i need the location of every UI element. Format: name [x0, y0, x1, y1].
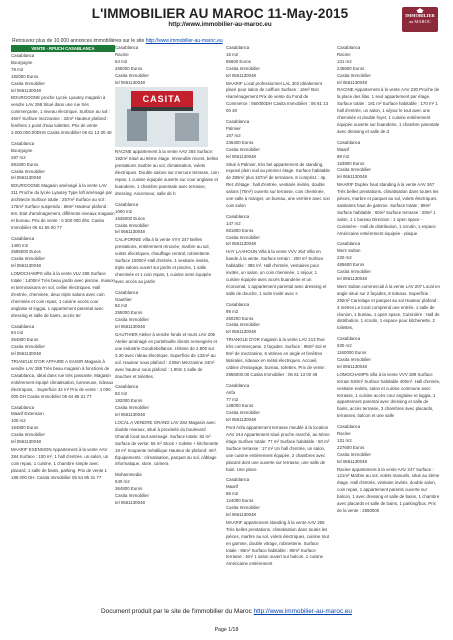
listing-field: 100 m2	[11, 418, 26, 424]
listing-column	[11, 45, 115, 485]
listing-field: Maarif Extension	[11, 411, 44, 417]
listing-field: Casablanca	[226, 213, 250, 219]
listing-field: Casablanca	[337, 424, 361, 430]
listing-field: Casablanca	[226, 477, 250, 483]
listing-field: 581800 Euros	[226, 227, 254, 233]
listing-field: 84 m2	[11, 330, 24, 336]
listing-field: tel 0661130048	[11, 87, 41, 93]
logo-text-top: IMMOBILIER	[405, 13, 435, 18]
listing-field: 1160000 Euros	[337, 350, 367, 356]
listing-field: 581800 Euros	[11, 161, 39, 167]
listing-field: 182000 Euros	[115, 398, 143, 404]
listing-field: tel 0661130048	[11, 175, 41, 181]
listing-field: 88 m2	[337, 153, 350, 159]
listing-description: Situé à Palmier, très bel appartement de standing, exposé plein sud au premier étage. Surface habitable de 285m² plus 167m² de terrasses. 8 compris1 : 4p. Rez d'étage : hall d'entrée, vestiaire invités, double salons (70m²) ouverts sur terrasse, coin cheminée, une salle à manger, un bureau, une verrière avec son coin salon	[226, 161, 330, 208]
listing-field: Gauthier	[115, 296, 132, 302]
listing-field: Casablanca	[11, 404, 35, 410]
listing-field: tel 0661130048	[337, 174, 367, 180]
listing-field: Casita Immobilier	[11, 344, 45, 350]
listing[interactable]	[226, 477, 330, 568]
listing-field: tel 0661130048	[226, 72, 256, 78]
listing-field: tel 0661130048	[337, 79, 367, 85]
listing-field: Casita Immobilier	[11, 256, 45, 262]
listing-field: Casita Immobilier	[226, 505, 260, 511]
listing-field: 82 m2	[115, 391, 128, 397]
listing-field: 77 m2	[226, 396, 239, 402]
listing-field: 1000 m2	[115, 208, 133, 214]
page-title: L'IMMOBILIER AU MAROC 11-May-2015	[91, 6, 349, 21]
listing-description: Racine appartement à la vente AAV 247 Surface : 121m² Marbre au sol, volets manuels, situé au 4ème étage. Hall d'entrée, vestiaire invités, double salon, coin repas, 1 appartement parents ouverte sur balcon, 1 avec dressing et salle de bains, 1 chambre avec placards et salle de bains, 1 parking/box. Prix de la vente : 2550000	[337, 466, 440, 513]
listing-field: tel 0661130048	[337, 363, 367, 369]
listing-description: MAARIF appartement standing à la vente AAV 265 Très belles prestations, climatisation dans toutes les pièces, marbre au sol, volets électriques, cuisine tout en gamme, double vitrage, robinetterie. Surface totale : 86m² Surface habitable : 80m² Surface terrasse : 6m² 1 salon ouvert sur balcon, 1 cuisine Américaine entièrement	[226, 519, 329, 567]
listing-field: 364800 Euros	[11, 337, 39, 343]
listing-field: 163800 Euros	[337, 160, 365, 166]
listing-field: Casita Immobilier	[226, 322, 260, 328]
listing-field: Casablanca	[11, 235, 35, 241]
listing-field: 630 m2	[337, 343, 352, 349]
listing-field: Casita Immobilier	[226, 146, 260, 152]
listing[interactable]	[11, 405, 115, 482]
listing-field: Racine	[115, 51, 129, 57]
listing-field: Casablanca	[337, 45, 361, 50]
listing-column	[115, 45, 219, 511]
listing-field: 287 m2	[11, 154, 26, 160]
listing-field: 182000 Euros	[11, 73, 39, 79]
listing-field: Maarif	[226, 484, 239, 490]
listing-field: Casablanca	[11, 140, 35, 146]
listing[interactable]	[115, 202, 219, 286]
listing-field: Casablanca	[337, 241, 361, 247]
listing-field: Casita Immobilier	[226, 234, 260, 240]
listing-field: tel 0661130048	[226, 512, 256, 517]
listing-field: tel 0661130048	[337, 458, 367, 464]
listing-field: tel 0661130048	[11, 439, 41, 445]
listing-field: Racine	[337, 51, 351, 57]
listing-field: 364800 Euros	[115, 486, 143, 492]
site-logo[interactable]	[402, 7, 438, 32]
listing-field: tel 0661130048	[11, 351, 41, 357]
listing-field: tel 0661130048	[337, 276, 367, 281]
listing-field: 86600 Euros	[226, 58, 251, 64]
footer-link[interactable]: http://www.immobilier-au-maroc.eu	[253, 608, 352, 615]
listing-field: 540 m2	[115, 479, 130, 485]
listing-field: Casablanca	[337, 139, 361, 145]
listing[interactable]	[115, 384, 219, 468]
listing[interactable]	[226, 383, 330, 474]
intro-line	[12, 38, 442, 44]
listing[interactable]	[337, 241, 441, 332]
listing-field: Casita Immobilier	[11, 432, 45, 438]
listing-field: Casita Immobilier	[115, 317, 149, 323]
listing-field: tel 0661130048	[226, 329, 256, 335]
listing-description: LOCAL A VENDRE GRAND LAV 284 Magasin avec double niveaux, situé à proximité du boulevard Ghandi local tout aménagé. Surface totale: 82 m² Surface de vente: 55 m² Stock + toilette + kitchenette 18 m² Soupente métallique Hauteur de plafond: 4m². Équipements : climatisation, parquet au sol, câblage informatique, store, camera	[115, 419, 219, 467]
listing[interactable]	[11, 141, 115, 232]
listing-field: Mers Sultan	[337, 248, 361, 254]
listing-description: BOURGOGNE Magasin aménagé à la vente LAV 211 Proche du lycée Lyautey Type loft aménagé par architecte Surface totale : 257m² Surface au sol : 175m² Surface suspendu : 68m² Hauteur plafond : 6m. Etat d'aménagement, différents niveaux magasin et bureau. Prix de vente : 6 500 000 dhs. Casita Immobilier 06 61 65 00 77	[11, 183, 115, 230]
listing-field: 1400 m2	[11, 242, 29, 248]
listing[interactable]	[226, 119, 330, 210]
listing-description: HAY LAAHOUN Villa à la vente VVV 264 Villa en bande à la vente. Surface terrain : 200 m² Surface habitable : 385 m². Hall d'entrée, vestiaires pour invités, un salon, un coin cheminée, 1 séjour, 1 cuisine équipée avec accès buanderie et un économat, 1 appartement parental avec dressing et salle de douche, 1 suite invité avec s	[226, 249, 327, 296]
listing-description: MAARIF EXENSION Appartement à la vente AAV 284 Surface : 100 m², 1 hall d'entrée, un salon, un coin repas, 1 cuisine, 1 chambre simple avec placard, 1 salle de bains, parking. Prix de vente 1 185 000 DH. Casita Immobilier 06 64 85 31 77	[11, 446, 109, 480]
listing[interactable]	[115, 290, 219, 381]
listing[interactable]	[115, 45, 219, 198]
listing[interactable]	[226, 302, 330, 379]
listing[interactable]	[337, 336, 441, 420]
listing-field: tel 0661130048	[226, 417, 256, 423]
listing-field: 260200 Euros	[226, 315, 254, 321]
listing-field: tel 0661130048	[226, 153, 256, 159]
listing-description: TRIANGLE D'OR AFFAIRE A SAISIR Magasin à vendre LAV 288 Très beau magasin à fonctions de Casablanca, idéal dans rue très passante. Magasin entièrement équipé climatisation, lumineuse, rideaux électriques, . Superficie 34 m² Prix de vente : 4 000 000 DH Casita Immobilier 06 64 85 31 77	[11, 359, 114, 399]
listing-field: 131 m2	[337, 437, 352, 443]
listing-field: tel 0661130048	[226, 241, 256, 247]
listing-field: 245600 Euros	[337, 65, 365, 71]
listing-field: 255000 Euros	[115, 310, 143, 316]
listing-field: 128000 Euros	[226, 403, 254, 409]
listing[interactable]	[226, 214, 330, 298]
listing-field: 2695000 Euros	[11, 249, 41, 255]
listing-field: 86 m2	[226, 491, 239, 497]
listing-field: Casita Immobilier	[226, 410, 260, 416]
listing-field: Mohammedia	[115, 472, 142, 478]
listing-field: Casablanca	[115, 384, 139, 390]
listing-description: MAARIF Duplex haut standing à la vente AAV 267 Très belles prestations, climatisation dans toutes les pièces, marbre et parquet au sol, volets électriques, sanitaires haut de gamme. Surface totale : 88m² Surface habitable : 60m² Surface terrasse : 28m² 1 salon, 1 1 bureau Direction : 1 open space - Cuisinière - Hall de distribution, 1 scrutin, 1 espace Américaine entièrement équipée - plaque	[337, 182, 439, 236]
listing[interactable]	[337, 140, 441, 238]
listing-field: 16 m2	[226, 51, 239, 57]
listing-field: 78 m2	[11, 66, 24, 72]
listing[interactable]	[226, 45, 330, 115]
listing-field: tel 0661130048	[11, 263, 41, 269]
header-url[interactable]: http://www.immobilier-au-maroc.eu	[168, 21, 272, 28]
listing-field: Casita Immobilier	[337, 72, 371, 78]
page-number: Page 1/18	[214, 627, 239, 633]
listing-field: Casita Immobilier	[115, 405, 149, 411]
listing[interactable]	[11, 236, 115, 320]
listing-field: 164800 Euros	[11, 425, 39, 431]
listing-description: RACINE Appartement à la vente AAV 230 Proche de la place des lilas. 1 seul appartement par étage. Surface totale : 181 m² Surface habitable : 170 m² 1 hall d'entrée, un salon, 1 séjour le tout avec une cheminée et double foyer, 1 cuisine entièrement équipée ouverte sur buanderie, 1 chambre parentale avec dressing et salle de d	[337, 87, 440, 134]
logo-text-bottom: au MAROC	[409, 19, 431, 24]
listing-field: 82 m2	[115, 303, 128, 309]
listing-field: Casablanca	[11, 323, 35, 329]
listing-column	[226, 45, 330, 572]
listing-field: Casita Immobilier	[337, 356, 371, 362]
listing-field: 147 m2	[226, 220, 241, 226]
listing-description: LOMOCHAMPS villa à la vente VLV 288 Surface totale : 1400m² Très beau jardin avec piscine, maison et terminaisons en sol, cellier électriques. Hall d'entrée, cheminée, deux triple salons avec coin cheminée et coin repas, 1 cuisine accès cour anglaise et loggia, 1 appartement parental avec dressing et salle de bains, accès ter	[11, 271, 115, 318]
listing-field: 227600 Euros	[337, 444, 365, 450]
listing-field: Palmier	[226, 125, 241, 131]
listing-field: tel 0661130048	[115, 324, 145, 330]
listing-field: 265000 Euros	[115, 65, 143, 71]
listing-column	[337, 45, 441, 519]
listing-field: Casita Immobilier	[337, 167, 371, 173]
listing-field: Casita Immobilier	[11, 168, 45, 174]
listing-field: Casita Immobilier	[11, 80, 45, 86]
intro-link[interactable]: http://www.immobilier-au-maroc.eu	[145, 38, 223, 44]
listing-field: Casablanca	[337, 336, 361, 342]
listing-field: Casablanca	[226, 382, 250, 388]
listing-field: Casablanca	[226, 119, 250, 125]
listing-description: CALIFORNIE villa à la vente VVV 247 Belles prestations, entièrement rénovée, marbre au sol, volets électriques, chauffage central, robinetterie. Surface 1000m² Hall d'entrée, 1 vestiaire invités, triple salons ouvert sur jardin et piscine, 1 salle cheminée et 1 coin repas, 1 cuisine semi équipée avec accès au jardin	[115, 237, 212, 284]
listing-photo	[115, 87, 208, 147]
page-header	[0, 0, 453, 34]
listing-field: Casablanca	[226, 301, 250, 307]
listing-field: Casablanca	[226, 45, 250, 50]
footer-text: Document produit par le site de l'immobilier du Maroc	[101, 608, 252, 615]
listing[interactable]	[11, 53, 115, 137]
listing-field: 1636000 Euros	[115, 215, 145, 221]
listing-description: TRIANGLE D'OR magasin à la vente LAV 213 Rue très commerçante, 2 façades. Surface : 98m² Sol et 9m² de mezzanine, 6 vitrines en angle et fenêtres latérales, rideaux en métal électriques. Accueil, cabine d'essayage, bureau, toilettes. Prix de vente : 2956000.00 Casita Immobilier : 06 61 13 00 48	[226, 337, 327, 377]
agency-sign: CASITA	[131, 91, 193, 107]
listing-field: Casablanca	[115, 289, 139, 295]
listing-field: Casita Immobilier	[226, 65, 260, 71]
listing-field: 236400 Euros	[226, 139, 254, 145]
listing-field: 220 m2	[337, 255, 352, 261]
listing-field: 485600 Euros	[337, 262, 365, 268]
listing-field: 124000 Euros	[226, 498, 254, 504]
listing-field: Casablanca	[115, 201, 139, 207]
listing-field: Casita Immobilier	[115, 493, 149, 499]
listing-field: Casita Immobilier	[115, 222, 149, 228]
listing-field: Anfa	[226, 389, 236, 395]
listing-field: Casita Immobilier	[115, 72, 149, 78]
listing[interactable]	[11, 324, 115, 401]
page-footer	[0, 608, 453, 615]
intro-text: Retrouvez plus de 10.000 annonces immobilières sur le site	[12, 38, 145, 44]
listing[interactable]	[337, 45, 441, 136]
listing-field: Maarif	[337, 146, 350, 152]
listing-description: GAUTHIER Atelier à vendre fonds et murs LAV 206 Atelier aménagé en portefeuille clients renseignés et une industrie Goodrebellance. Hôtime de 2.800 sur 3.30 avec rideau électrique. Superficie de 132m² au sol. Hauteur sous plafond : 3.85m Mezzanine 24m² avec hauteur sous plafond : 1.90m 1 salle de douches et toilettes.	[115, 332, 218, 379]
listing-field: Bourgogne	[11, 59, 33, 65]
listing-field: Casita Immobilier	[337, 269, 371, 275]
section-label: VENTE - RPUCH CASABLANCA	[11, 45, 115, 52]
listing-field: Bourgogne	[11, 147, 33, 153]
listing-field: 167 m2	[226, 132, 241, 138]
listing-field: tel 0661130048	[115, 229, 145, 235]
listing[interactable]	[115, 472, 219, 507]
listing-field: tel 0661130048	[115, 79, 145, 85]
listing-description: BOURGOGNE proche Lycée Lyautey magasin à vendre LAV 298 Situé dans une rue très commerçante, 1 niveau électrique. Surface au sol : 46m² Surface mezzanine : 32m² Hauteur plafond : fenêtres 1 point d'eau toilettes. Prix de vente 2.000.000.00DHS Casita Immobilier 06 61 13 00 48	[11, 95, 112, 135]
listing-field: Racine	[337, 431, 351, 437]
listing-field: tel 0661130048	[115, 499, 145, 505]
listing-field: 98 m2	[226, 308, 239, 314]
listing-field: 131 m2	[337, 58, 352, 64]
listing-description: LOMOCHAMPS villa à la vente VVV 289 Surface terrain 630m² Surface habitable 400m². Hall d'entrée, vestiaire invités, salon et cuisine commune avec terrasse, 1 cuisine accès cour anglaise et loggia, 1 appartement parental avec dressing et salle de bains, accès terrasse, 3 chambres avec placards, terrasses, balcon et une salle	[337, 371, 441, 419]
listing-description: Mers Sultan commercial à la vente LAV 207 Local en angle situé sur 2 façades, 8 rideaux. Superficie : 292m² Carrelage et parquet au sol Hauteur plafond : 4 mètres Le local comprend une entrée, 1 salle de réunion, 1 bureau, 1 open space, Cuisinière : Hall de distribution, 1 scrutin, 1 espace pour kitchenette, 2 toilettes,	[337, 283, 440, 331]
listing-field: Casita Immobilier	[337, 451, 371, 457]
listing-field: tel 0661130048	[115, 412, 145, 418]
listing-field: 64 m2	[115, 58, 128, 64]
listing-field: Casablanca	[115, 45, 139, 50]
listing-description: RACINE appartement à la vente AAV 284 Surface: 192m² Situé au 8ème étage. Immeuble récent, belles prestations marbre au sol, climatisation, volets électriques. Double salons sur mercure terrasse, coin repas, 1 cuisine équipée ouverte sur cour anglaise et buanderie, 1 chambre parentale avec terrasse, dressing. Ascenseur, salle de b	[115, 149, 219, 196]
listing-field: Casablanca	[11, 53, 35, 58]
listing-description: Pont Anfa appartement terrasse meublé à la location AAV 244 Appartement situé proche marché, au 6ème étage Surface totale: 77 m² Surface habitable : 60 m² Surface terrasse : 17 m² Un hall d'entrée, un salon, une cuisine entièrement équipée, 2 chambres avec placard dont une ouverte sur terrasse, une salle de bain. Une place	[226, 425, 330, 472]
listing-description: MAARIF Local professionnel LAL 302 Idéalement placé pour salon de coiffure Surface : 16m² Bon réaménagement Prix de vente du Fond de Commerce : 950000DH Casita Immobilier : 06 61 13 00 48	[226, 80, 329, 114]
listing[interactable]	[337, 424, 441, 515]
